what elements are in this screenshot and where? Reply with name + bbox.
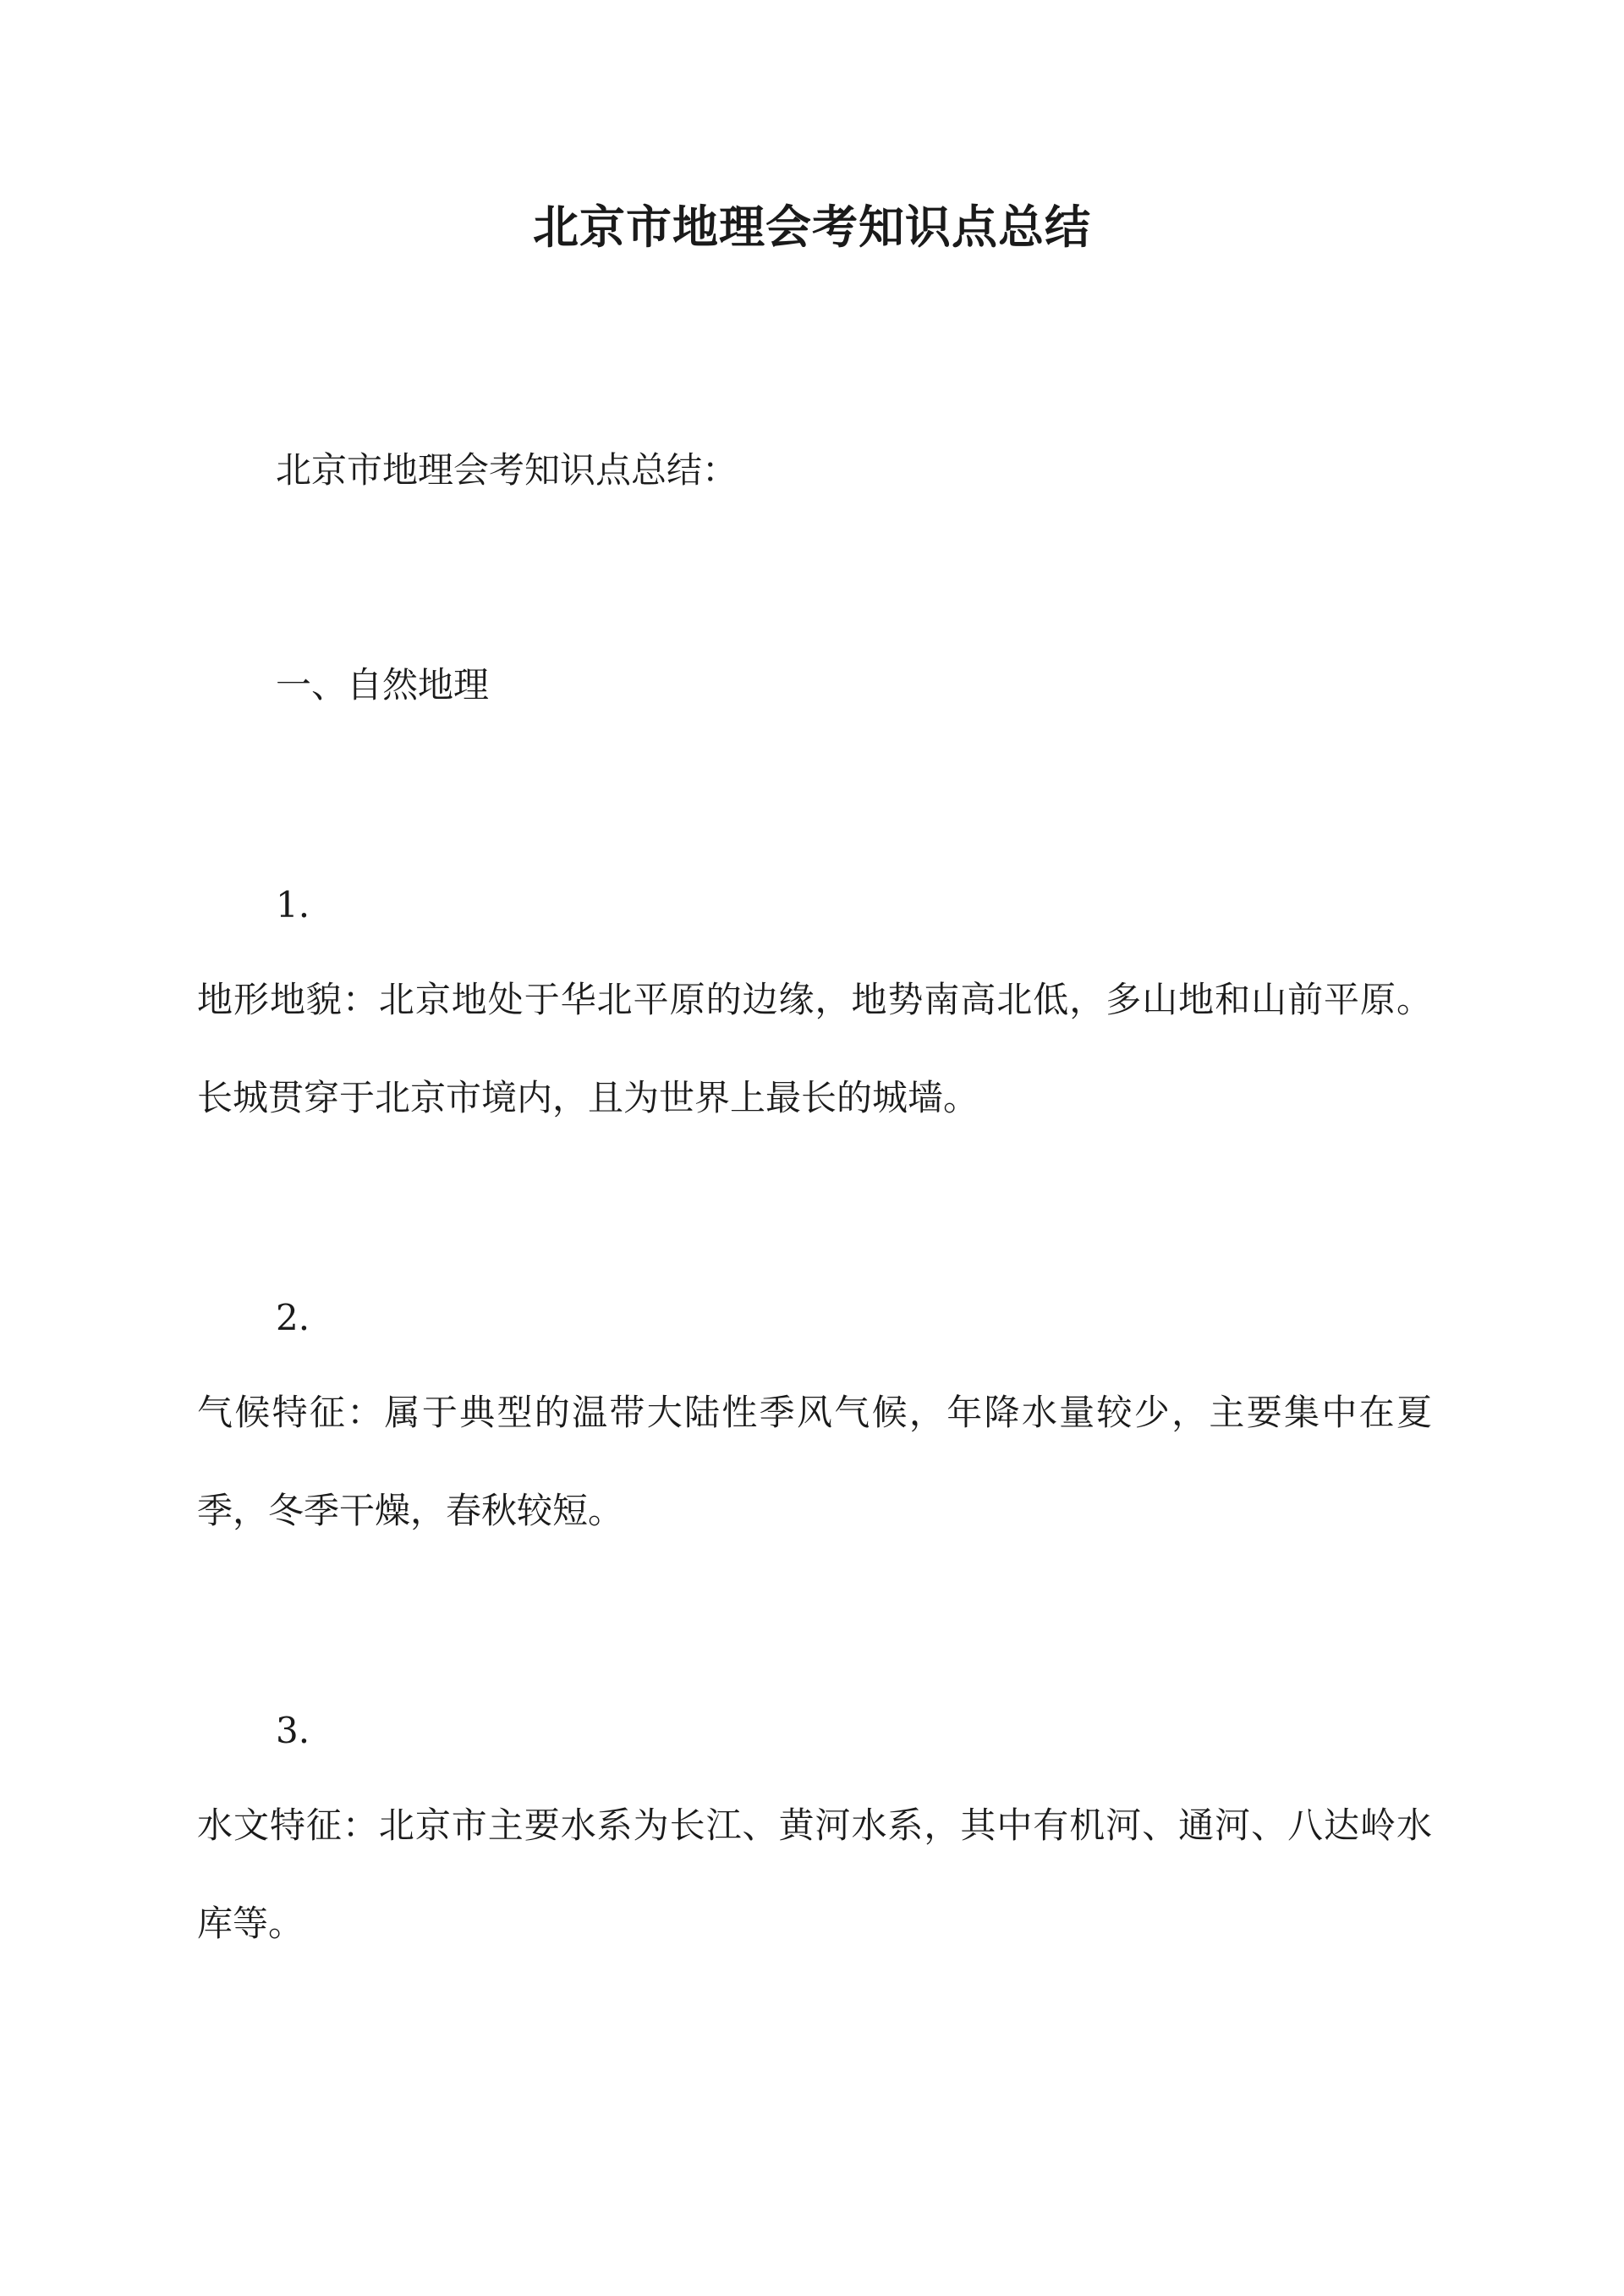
item-text: 水文特征：北京市主要水系为长江、黄河水系，其中有机河、通河、八达岭水库等。: [197, 1804, 1432, 1944]
item-number: 3.: [276, 1710, 310, 1751]
item-number: 1.: [276, 884, 310, 926]
section-heading: 一、自然地理: [276, 664, 490, 706]
document-title: 北京市地理会考知识点总结: [533, 200, 1091, 254]
item-number: 2.: [276, 1297, 310, 1338]
item-text: 气候特征：属于典型的温带大陆性季风气候，年降水量较少，主要集中在夏季，冬季干燥，春秋较短。: [197, 1392, 1432, 1531]
intro-paragraph: 北京市地理会考知识点总结：: [276, 449, 738, 491]
item-text: 地形地貌：北京地处于华北平原的边缘，地势南高北低，多山地和山前平原。长城贯穿于北京市境内，且为世界上最长的城墙。: [197, 979, 1432, 1118]
